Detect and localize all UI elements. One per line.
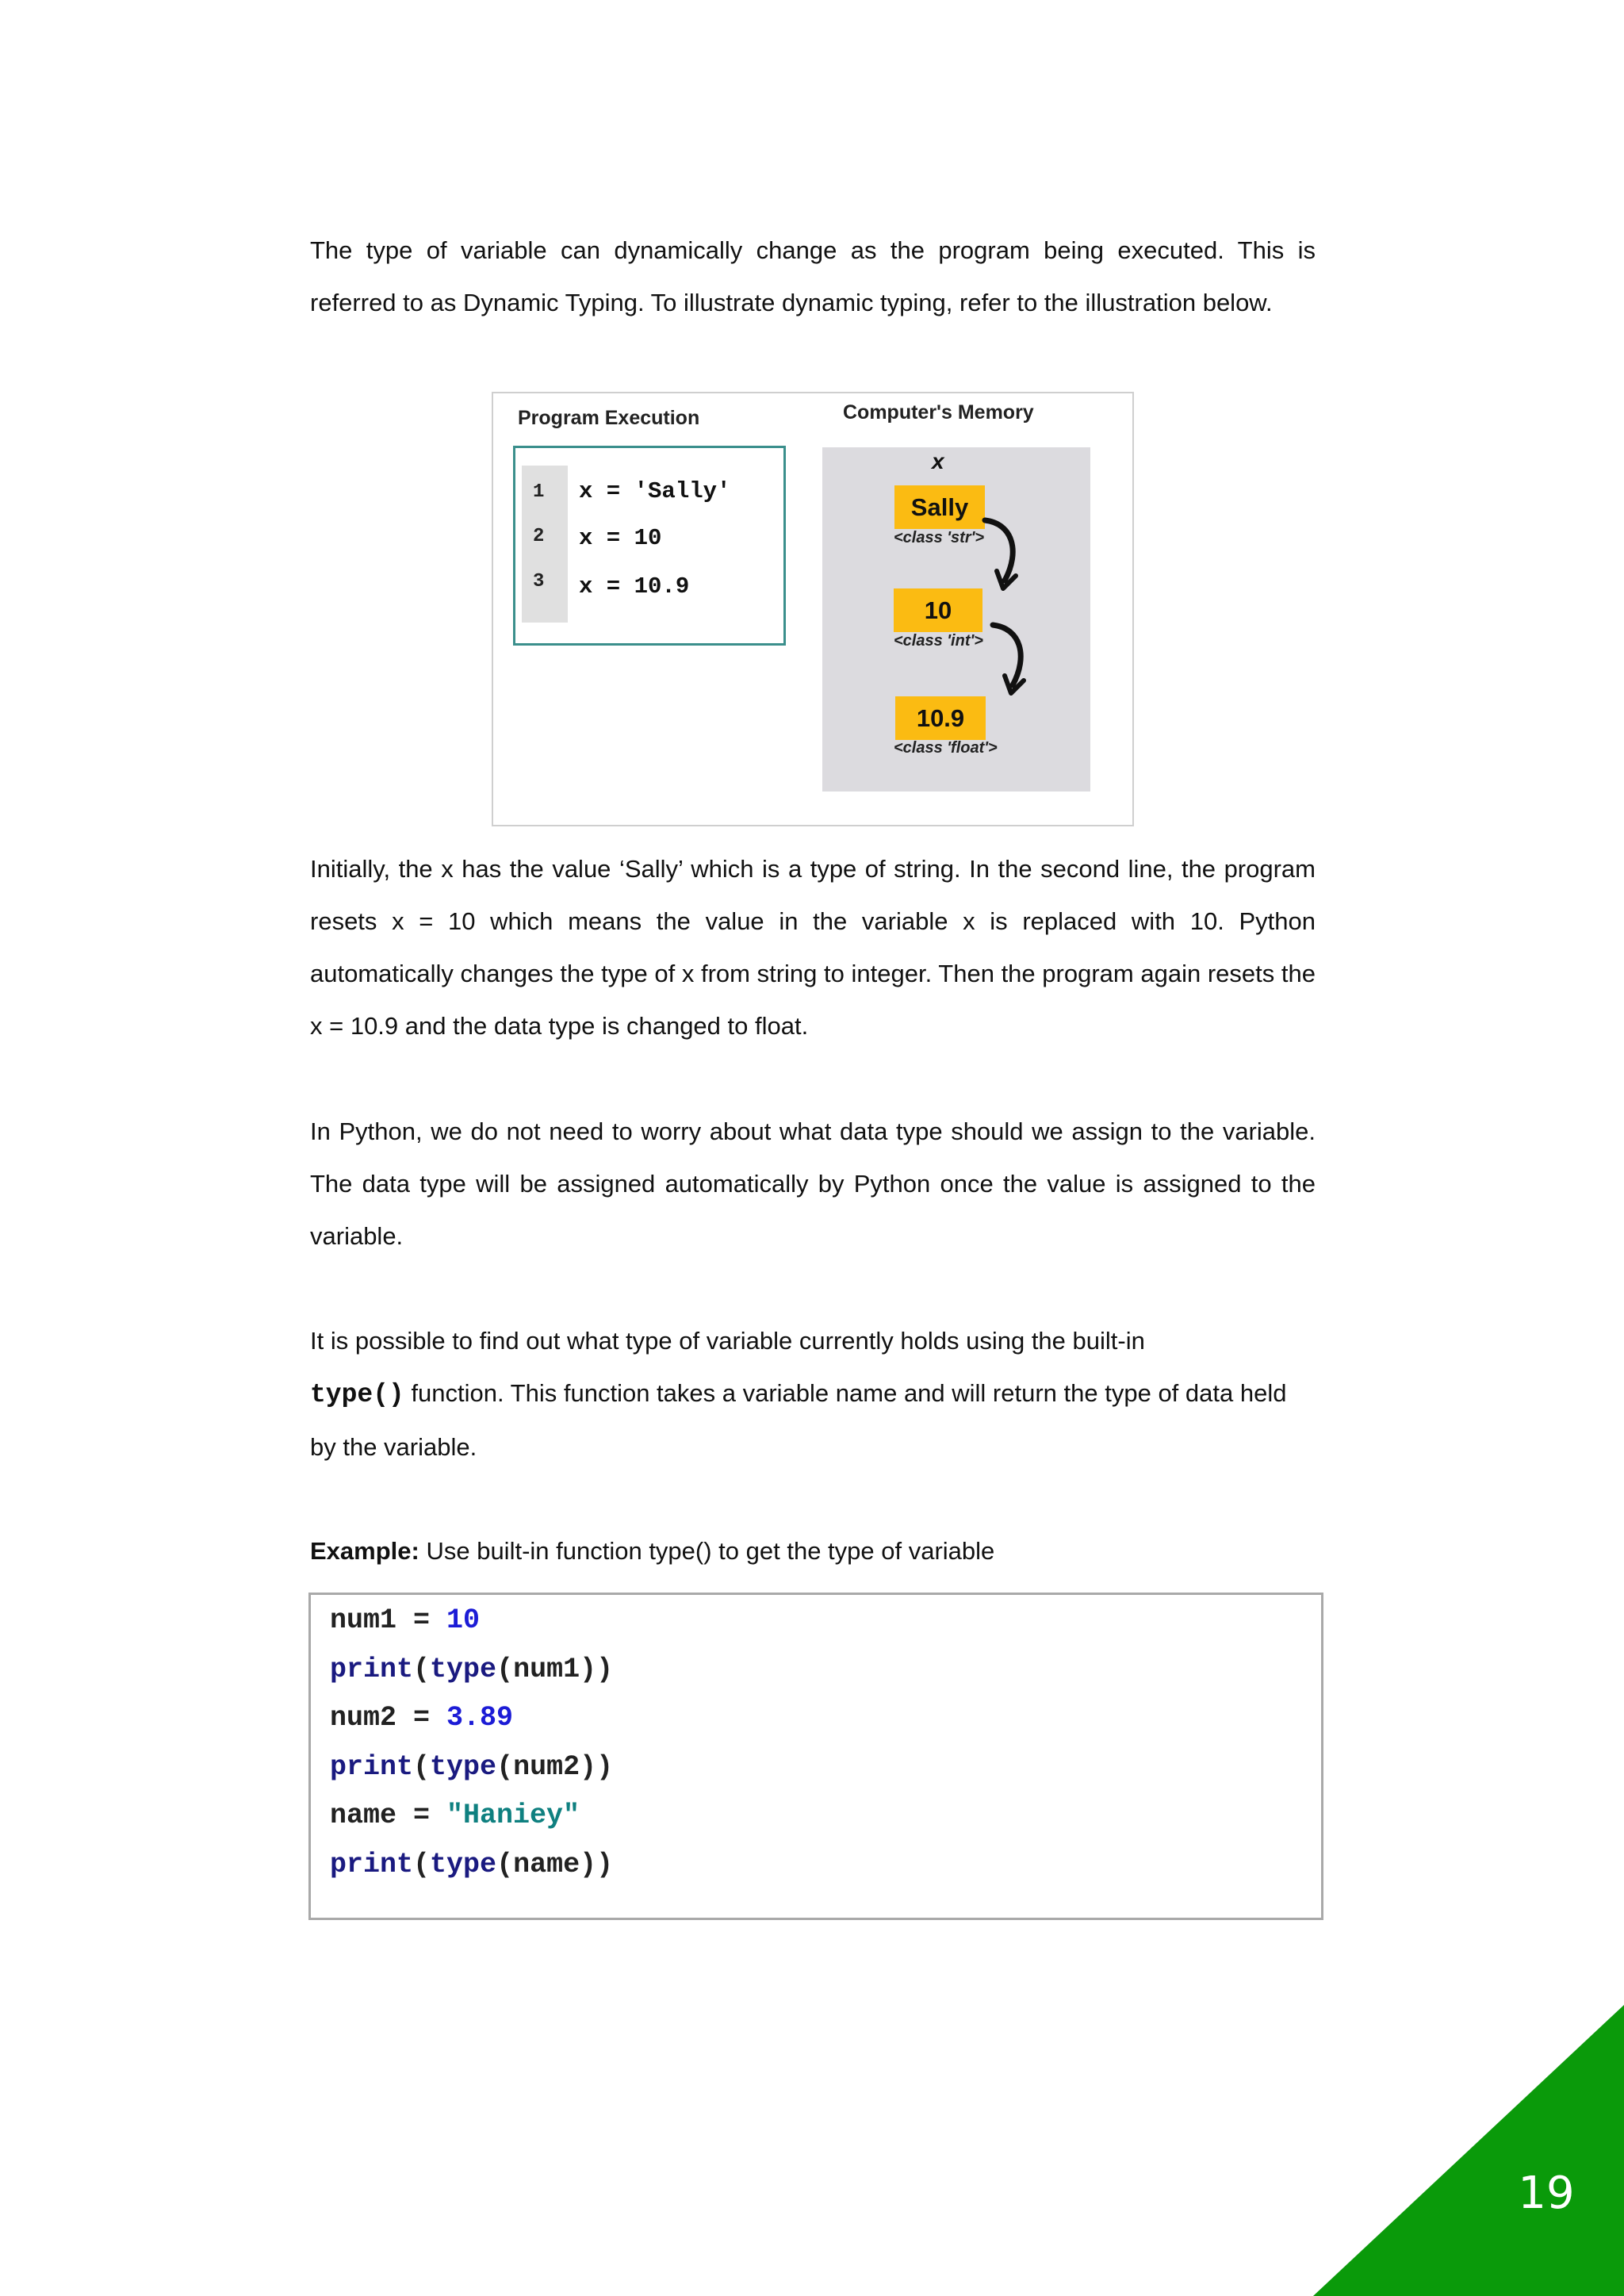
- page-corner-triangle: [1313, 2005, 1624, 2296]
- program-execution-box: [513, 446, 786, 646]
- python-typing-paragraph: In Python, we do not need to worry about what data type should we assign to the variable. The data type will be assigned automatically by Python once the value is assigned to the variable.: [310, 1117, 1316, 1250]
- line-number: 2: [533, 526, 545, 547]
- memory-value-sally: Sally: [894, 485, 985, 529]
- code-line: x = 'Sally': [579, 478, 731, 504]
- line-number: 1: [533, 481, 545, 503]
- line-number: 3: [533, 571, 545, 592]
- memory-class-str: <class 'str'>: [894, 529, 985, 546]
- code-line: x = 10.9: [579, 573, 690, 600]
- line-number-gutter: [522, 466, 568, 623]
- intro-paragraph: The type of variable can dynamically change as the program being executed. This is referred to as Dynamic Typing. To illustrate dynamic typing, refer to the illustration below.: [310, 236, 1316, 316]
- example-heading: [310, 1525, 1316, 1577]
- code-line: num1 = 10: [330, 1604, 481, 1636]
- memory-panel: [822, 447, 1090, 792]
- type-function-text-rest: function. This function takes a variable name and will return the type of data held by the variable.: [310, 1379, 1287, 1461]
- code-line: print(type(num1)): [330, 1654, 614, 1685]
- explanation-paragraph: Initially, the x has the value ‘Sally’ which is a type of string. In the second line, the program resets x = 10 which means the value in the variable x is replaced with 10. Python automatically changes the type of x from string to integer. Then the program again resets the x = 10.9 and the data type is changed to float.: [310, 855, 1316, 1040]
- program-execution-title: Program Execution: [518, 407, 700, 429]
- page-number: 19: [1518, 2168, 1575, 2219]
- dynamic-typing-illustration: [492, 392, 1134, 826]
- example-description: Use built-in function type() to get the type of variable: [419, 1537, 995, 1565]
- memory-class-float: <class 'float'>: [894, 739, 998, 757]
- code-example-block: [308, 1593, 1323, 1920]
- memory-variable-name: x: [932, 449, 944, 473]
- memory-class-int: <class 'int'>: [894, 632, 983, 650]
- code-line: num2 = 3.89: [330, 1702, 514, 1734]
- example-label: Example:: [310, 1537, 419, 1565]
- type-function-paragraph: [310, 1315, 1316, 1474]
- computers-memory-title: Computer's Memory: [843, 401, 1034, 424]
- type-function-text-line1: It is possible to find out what type of variable currently holds using the built-in: [310, 1327, 1145, 1355]
- code-line: print(type(name)): [330, 1849, 614, 1880]
- curved-arrow-icon: [989, 620, 1044, 700]
- curved-arrow-icon: [981, 516, 1036, 595]
- code-line: name = "Haniey": [330, 1800, 580, 1831]
- code-line: x = 10: [579, 525, 662, 551]
- memory-value-10: 10: [894, 588, 982, 632]
- type-function-inline-code: type(): [310, 1380, 404, 1409]
- memory-value-10-9: 10.9: [895, 696, 986, 740]
- code-line: print(type(num2)): [330, 1751, 614, 1783]
